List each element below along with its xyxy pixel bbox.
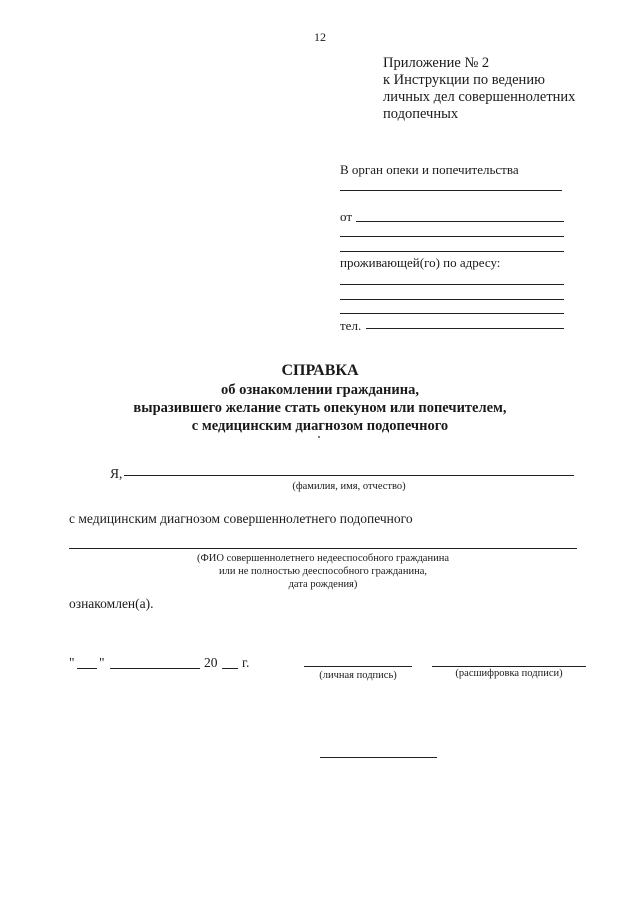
recipient-blank[interactable] <box>340 190 562 191</box>
year-prefix: 20 <box>204 655 218 670</box>
month-blank[interactable] <box>110 668 200 669</box>
address-blank-1[interactable] <box>340 284 564 285</box>
ward-caption-1: (ФИО совершеннолетнего недееспособного гражданина <box>197 553 449 564</box>
phone-label: тел. <box>340 318 362 333</box>
title-line-3: выразившего желание стать опекуном или попечителем, <box>133 400 507 416</box>
phone-blank[interactable] <box>366 328 564 329</box>
bottom-blank[interactable] <box>320 757 437 758</box>
quote-open: " <box>69 655 75 670</box>
personal-signature-blank[interactable] <box>304 666 412 667</box>
appendix-line-3: личных дел совершеннолетних <box>383 89 576 105</box>
i-label: Я, <box>110 466 123 481</box>
title-line-4: с медицинским диагнозом подопечного <box>191 418 449 434</box>
from-blank[interactable] <box>356 221 564 222</box>
from-blank-3[interactable] <box>340 251 564 252</box>
appendix-line-4: подопечных <box>383 106 459 122</box>
from-label: от <box>340 209 353 224</box>
ward-caption-3: дата рождения) <box>288 579 358 590</box>
year-blank[interactable] <box>222 668 238 669</box>
address-blank-2[interactable] <box>340 299 564 300</box>
personal-signature-caption: (личная подпись) <box>319 670 397 681</box>
appendix-header <box>383 55 575 123</box>
diagnosis-text: с медицинским диагнозом совершеннолетнего подопечного <box>69 511 413 526</box>
fio-blank[interactable] <box>124 475 574 476</box>
signature-decoding-caption: (расшифровка подписи) <box>455 668 563 679</box>
ward-caption-2: или не полностью дееспособного гражданина, <box>219 566 427 577</box>
from-blank-2[interactable] <box>340 236 564 237</box>
day-blank[interactable] <box>77 668 97 669</box>
quote-close: " <box>99 655 105 670</box>
residence-label: проживающей(го) по адресу: <box>340 255 501 270</box>
ward-blank[interactable] <box>69 548 577 549</box>
signature-decoding-blank[interactable] <box>432 666 586 667</box>
page-number: 12 <box>314 30 326 44</box>
title-line-2: об ознакомлении гражданина, <box>220 382 419 398</box>
document-title: СПРАВКА <box>281 362 359 379</box>
fio-caption: (фамилия, имя, отчество) <box>292 481 406 492</box>
appendix-line-1: Приложение № 2 <box>383 55 490 71</box>
address-blank-3[interactable] <box>340 313 564 314</box>
acquainted-text: ознакомлен(а). <box>69 596 154 611</box>
dot-mark <box>318 436 320 438</box>
appendix-line-2: к Инструкции по ведению <box>383 72 545 88</box>
year-suffix: г. <box>242 655 250 670</box>
recipient-label: В орган опеки и попечительства <box>340 162 519 177</box>
